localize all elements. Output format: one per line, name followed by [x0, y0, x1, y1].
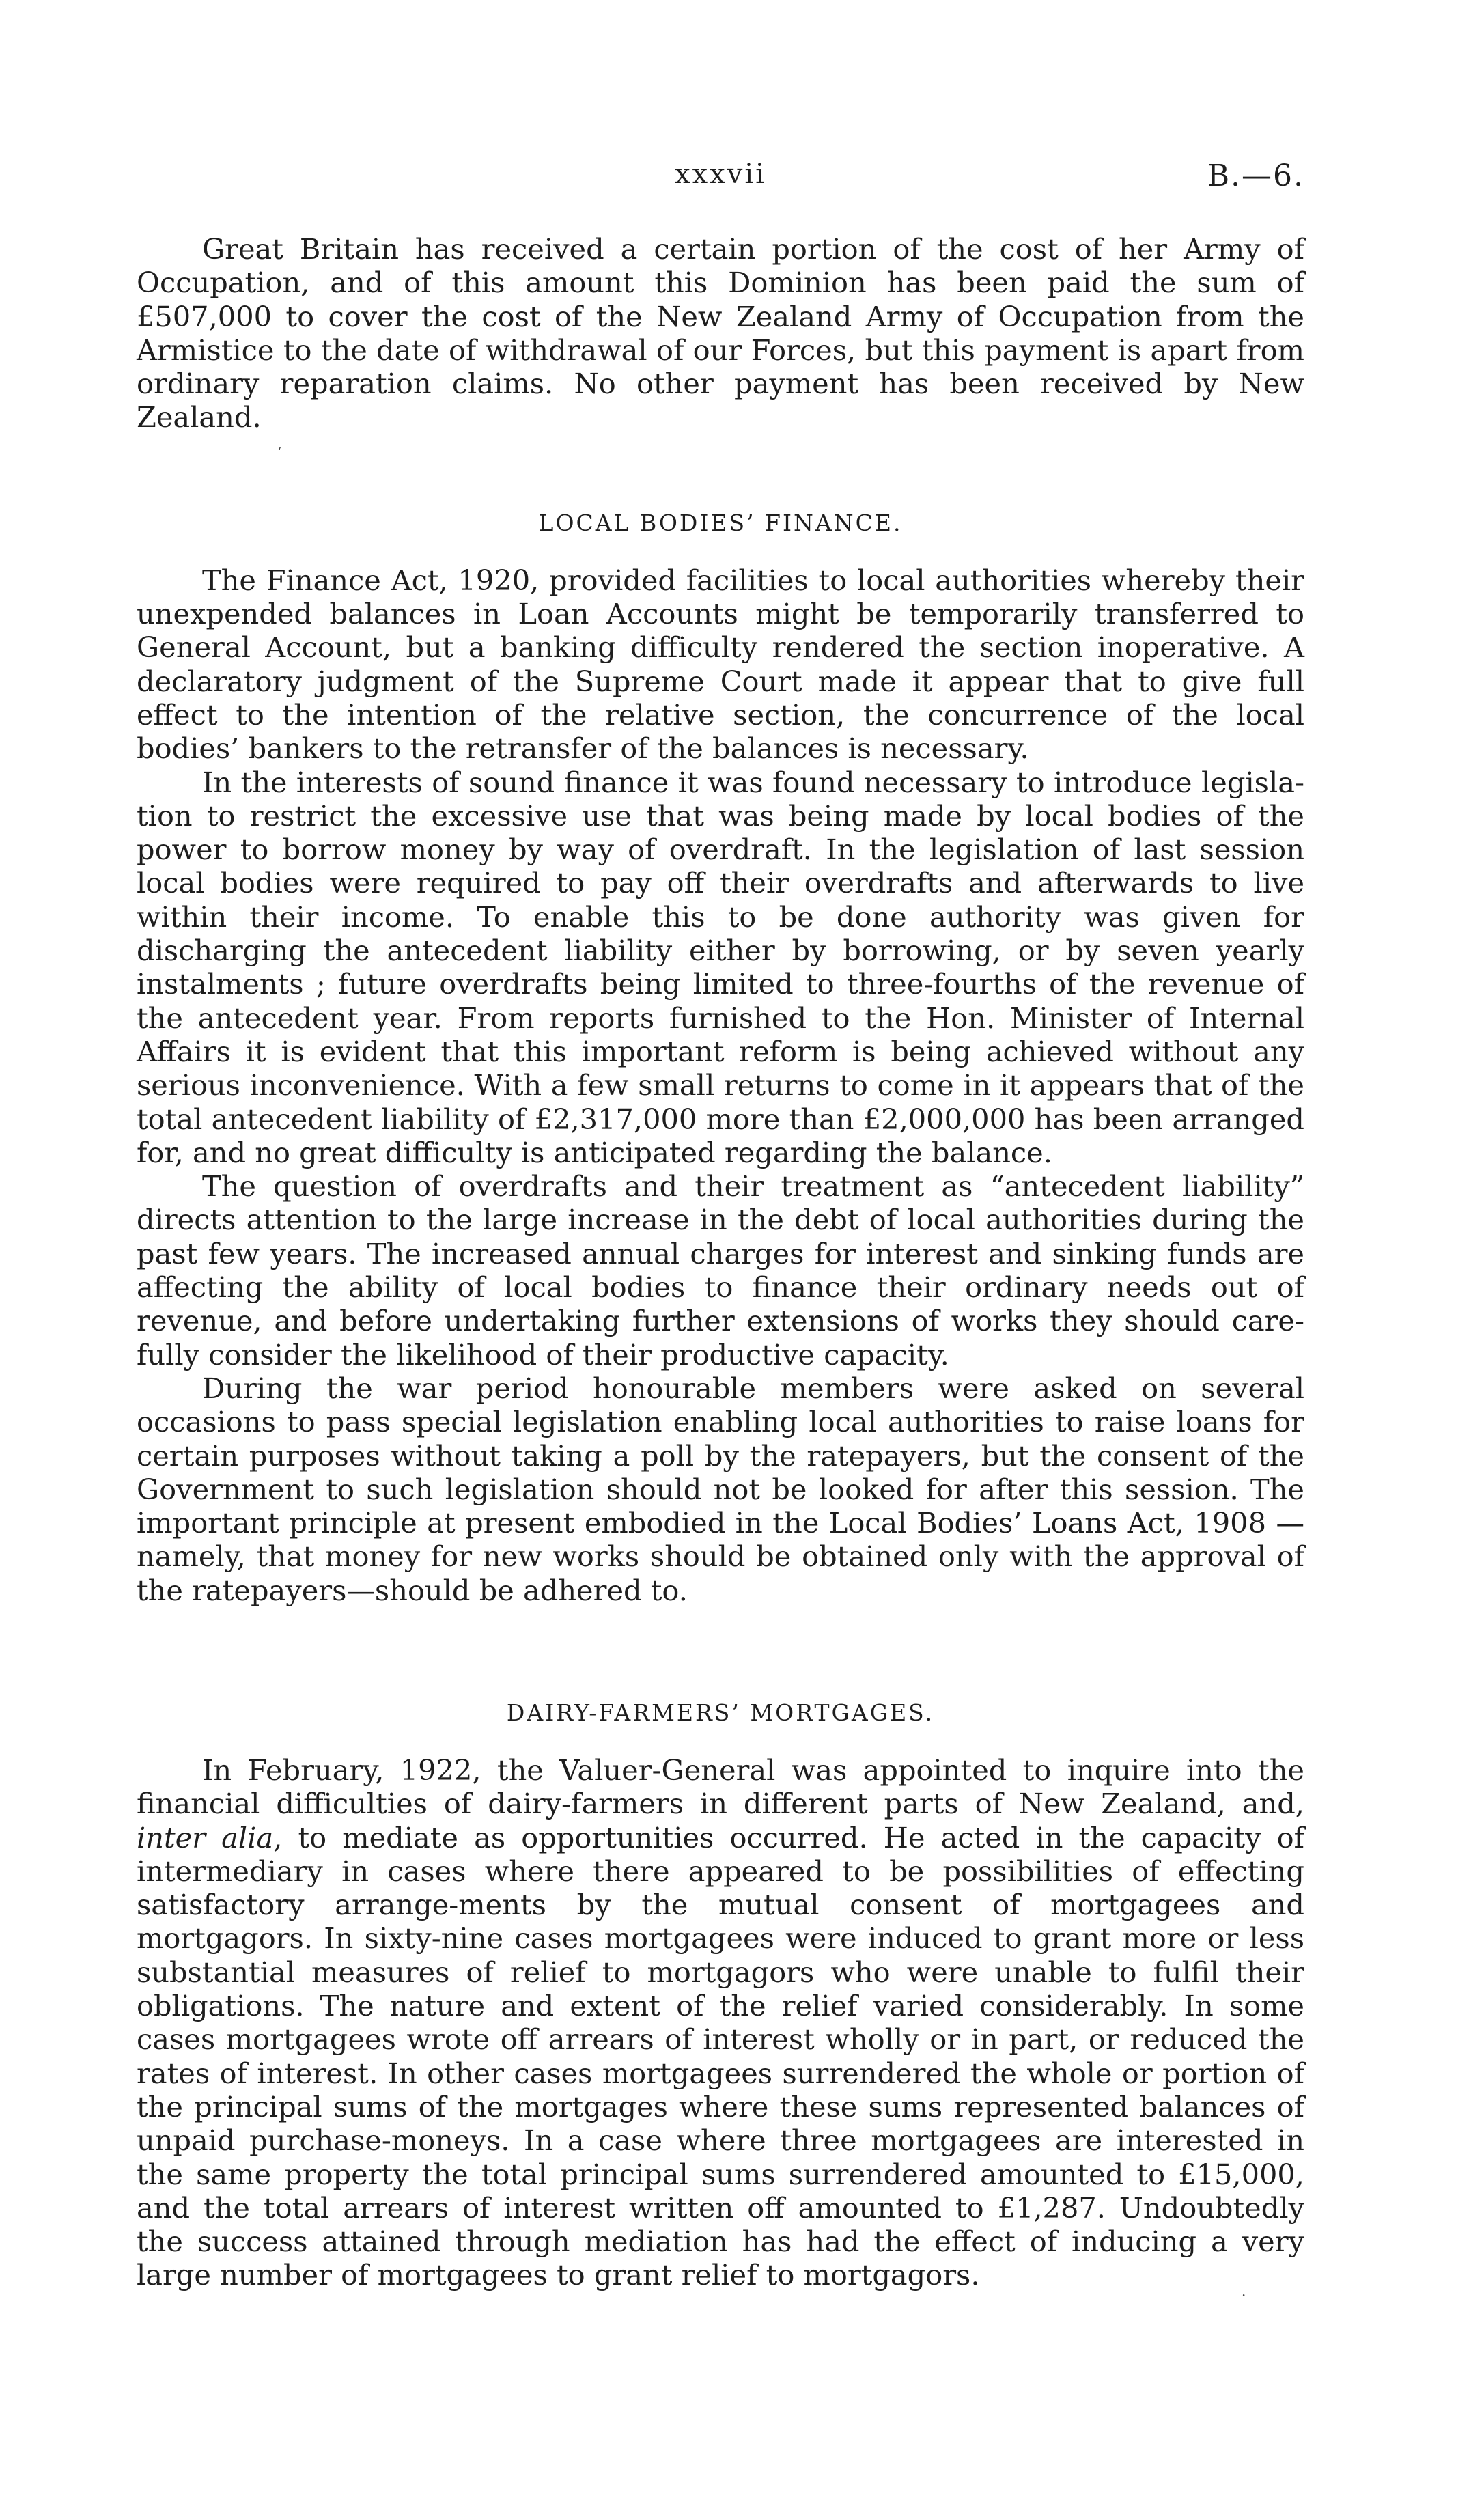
stray-print-dot: ·: [1242, 2287, 1246, 2303]
dairy-farmers-heading: DAIRY-FARMERS’ MORTGAGES.: [506, 1699, 935, 1726]
spacer: [137, 1607, 1304, 1699]
opening-paragraph: Great Britain has received a certain portion of the cost of her Army of Occupation, and of this amount this Dominion has been paid the sum of £507,000 to cover the cost of the New Zealand Army of Occupation from the Armistice to the date of withdrawal of our Forces, but this payment is apart from ordinary reparation claims. No other payment has been received by New Zealand.: [137, 232, 1304, 434]
document-reference: B.—6.: [1207, 158, 1304, 193]
spacer: [137, 536, 1304, 563]
inter-alia-italic: inter alia: [137, 1820, 274, 1854]
dairy-paragraph-intro: In February, 1922, the Valuer-General was appointed to inquire into the financial difficulties of dairy-farmers in different parts of New Zealand, and,: [137, 1753, 1304, 1821]
body-text: [137, 232, 1304, 2292]
page-header: [137, 158, 1304, 199]
local-bodies-paragraph: The Finance Act, 1920, provided facilities to local authorities whereby their unexpended balances in Loan Accounts might be temporarily transferred to General Account, but a banking difficulty rendered the section inoperative. A declaratory judgment of the Supreme Court made it appear that to give full effect to the intention of the relative section, the concurrence of the local bodies’ bankers to the retransfer of the balances is necessary.: [137, 563, 1304, 766]
local-bodies-heading: LOCAL BODIES’ FINANCE.: [538, 509, 903, 536]
dairy-farmers-paragraph: [137, 1753, 1304, 2292]
page-number: xxxvii: [675, 158, 766, 190]
dairy-paragraph-rest: , to mediate as opportunities occurred. He acted in the capacity of intermediary in cases where there appeared to be possibilities of effecting satisfactory arrange-ments by the mutual consent of mortgagees and mortgagors. In sixty-nine cases mortgagees were induced to grant more or less substantial measures of relief to mortgagors who were unable to fulfil their obligations. The nature and extent of the relief varied considerably. In some cases mortgagees wrote off arrears of interest wholly or in part, or reduced the rates of interest. In other cases mortgagees surrendered the whole or portion of the principal sums of the mortgages where these sums represented balances of unpaid purchase-moneys. In a case where three mortgagees are interested in the same property the total principal sums surrendered amounted to £15,000, and the total arrears of interest written off amounted to £1,287. Undoubtedly the success attained through mediation has had the effect of inducing a very large number of mortgagees to grant relief to mortgagors.: [137, 1820, 1304, 2292]
spacer: [137, 434, 1304, 510]
local-bodies-paragraph: During the war period honourable members were asked on several occasions to pass special legislation enabling local authorities to raise loans for certain purposes without taking a poll by the ratepayers, but the consent of the Government to such legislation should not be looked for after this session. The important principle at present embodied in the Local Bodies’ Loans Act, 1908 —namely, that money for new works should be obtained only with the approval of the ratepayers—should be adhered to.: [137, 1371, 1304, 1607]
stray-print-mark: ‘: [277, 444, 282, 460]
local-bodies-paragraph: The question of overdrafts and their treatment as “antecedent liability” directs attention to the large increase in the debt of local authorities during the past few years. The increased annual charges for interest and sinking funds are affecting the ability of local bodies to finance their ordinary needs out of revenue, and before undertaking further extensions of works they should care-fully consider the likelihood of their productive capacity.: [137, 1169, 1304, 1371]
local-bodies-paragraph: In the interests of sound finance it was found necessary to introduce legisla-tion to restrict the excessive use that was being made by local bodies of the power to borrow money by way of overdraft. In the legislation of last session local bodies were required to pay off their overdrafts and afterwards to live within their income. To enable this to be done authority was given for discharging the antecedent liability either by borrowing, or by seven yearly instalments ; future overdrafts being limited to three-fourths of the revenue of the antecedent year. From reports furnished to the Hon. Minister of Internal Affairs it is evident that this important reform is being achieved without any serious inconvenience. With a few small returns to come in it appears that of the total antecedent liability of £2,317,000 more than £2,000,000 has been arranged for, and no great difficulty is anticipated regarding the balance.: [137, 765, 1304, 1169]
spacer: [137, 1726, 1304, 1753]
